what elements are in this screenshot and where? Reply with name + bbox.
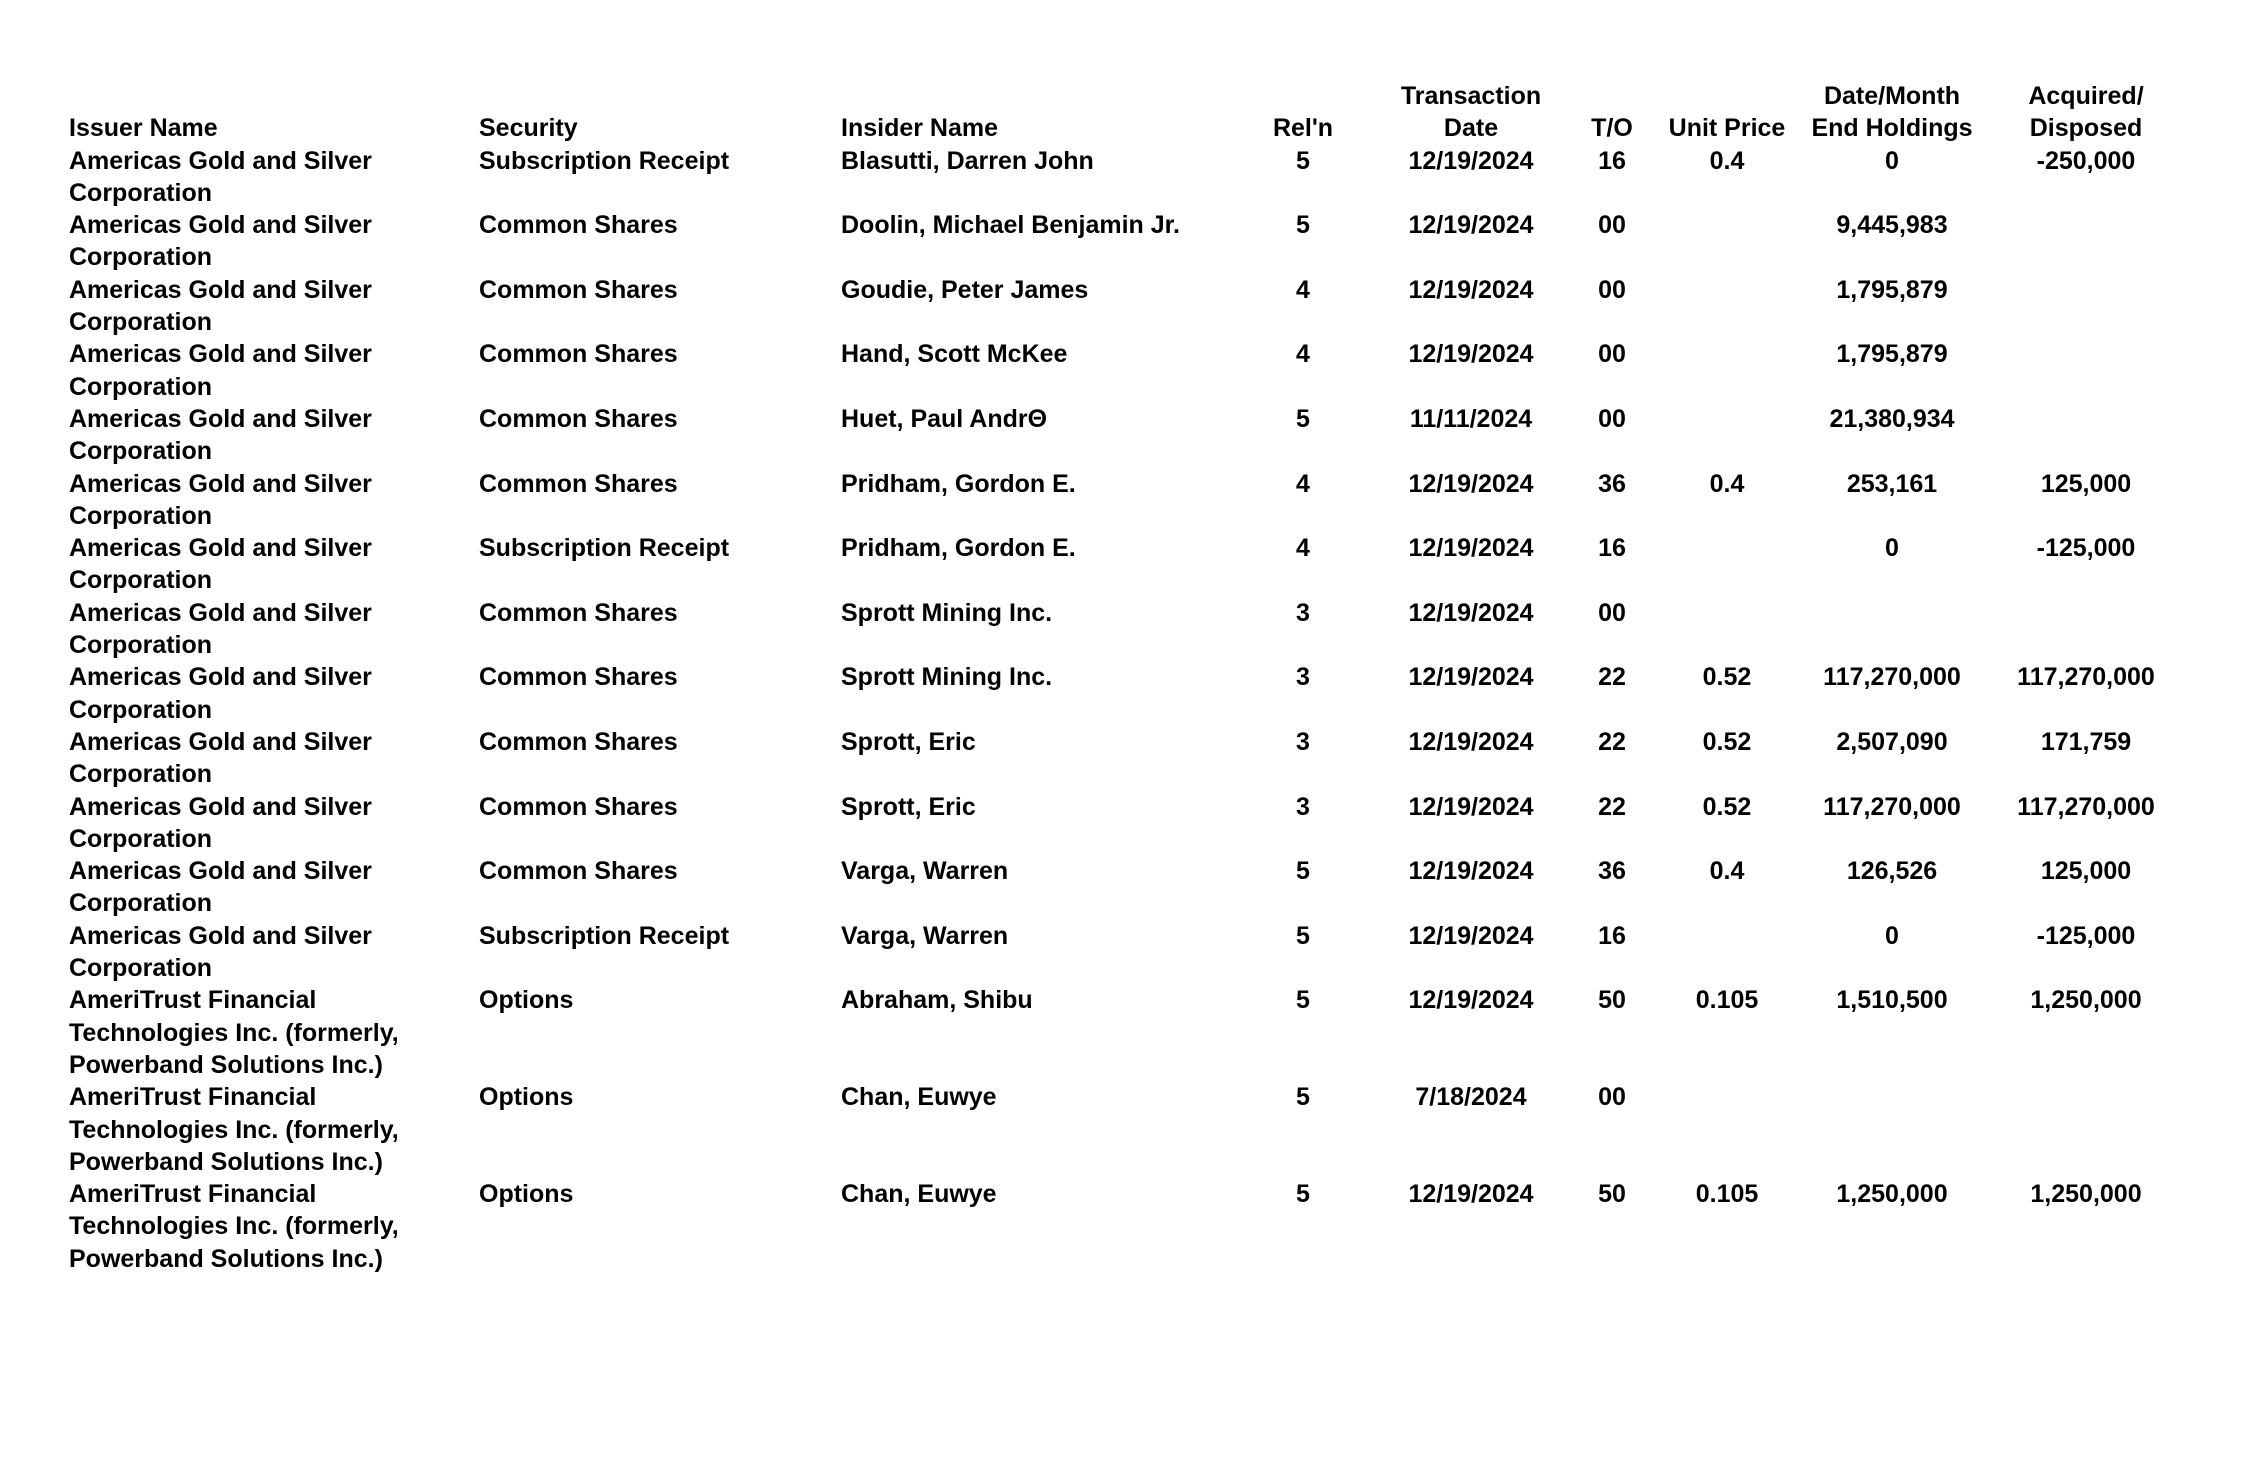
- cell-issuer: Americas Gold and Silver Corporation: [69, 921, 372, 983]
- header-label: Security: [479, 114, 578, 143]
- cell-reln: 5: [1296, 986, 1310, 1015]
- cell-transaction-date: 12/19/2024: [1408, 275, 1534, 304]
- header-label-line1: Transaction: [1400, 82, 1542, 110]
- cell-to: 36: [1598, 469, 1626, 498]
- cell-reln: 5: [1296, 921, 1310, 950]
- cell-reln: 3: [1296, 792, 1310, 821]
- cell-acquired-disposed: 117,270,000: [2017, 663, 2155, 692]
- cell-reln: 5: [1296, 1083, 1310, 1112]
- cell-acquired-disposed: 125,000: [2040, 857, 2132, 886]
- cell-end-holdings: 2,507,090: [1836, 727, 1948, 756]
- cell-issuer: Americas Gold and Silver Corporation: [69, 275, 372, 337]
- cell-security: Subscription Receipt: [479, 146, 730, 175]
- cell-to: 16: [1598, 534, 1626, 563]
- header-label: Unit Price: [1668, 114, 1786, 143]
- cell-end-holdings: 117,270,000: [1823, 792, 1961, 821]
- cell-transaction-date: 12/19/2024: [1408, 663, 1534, 692]
- column-header-to: [1576, 80, 1648, 145]
- cell-end-holdings: 126,526: [1846, 857, 1938, 886]
- cell-acquired-disposed: 125,000: [2040, 469, 2132, 498]
- column-header-end-holdings: [1806, 80, 1978, 145]
- cell-insider: Abraham, Shibu: [841, 986, 1033, 1015]
- cell-transaction-date: 12/19/2024: [1408, 340, 1534, 369]
- table-header: [69, 80, 2194, 145]
- cell-transaction-date: 12/19/2024: [1408, 792, 1534, 821]
- cell-security: Common Shares: [479, 663, 678, 692]
- cell-issuer: Americas Gold and Silver Corporation: [69, 857, 372, 918]
- cell-to: 22: [1598, 792, 1626, 821]
- cell-reln: 5: [1296, 404, 1310, 433]
- cell-to: 16: [1598, 921, 1626, 950]
- column-header-security: [479, 80, 841, 145]
- cell-acquired-disposed: 1,250,000: [2030, 1180, 2142, 1209]
- cell-acquired-disposed: -125,000: [2036, 534, 2136, 563]
- table-row: [69, 209, 2194, 274]
- header-label-line2: End Holdings: [1811, 114, 1973, 143]
- cell-insider: Huet, Paul AndrΘ: [841, 404, 1048, 433]
- cell-unit-price: 0.4: [1709, 857, 1745, 886]
- cell-unit-price: 0.52: [1702, 727, 1752, 756]
- cell-unit-price: [1648, 274, 1806, 339]
- cell-reln: 4: [1296, 275, 1310, 304]
- cell-end-holdings: 0: [1885, 146, 1899, 175]
- cell-to: 50: [1598, 1180, 1626, 1209]
- column-header-acquired-disposed: [1978, 80, 2194, 145]
- cell-acquired-disposed: 1,250,000: [2030, 986, 2142, 1015]
- cell-reln: 5: [1296, 211, 1310, 240]
- cell-reln: 5: [1296, 146, 1310, 175]
- cell-security: Common Shares: [479, 211, 678, 240]
- cell-issuer: AmeriTrust Financial Technologies Inc. (formerly, Powerband Solutions Inc.): [69, 1083, 399, 1176]
- cell-issuer: Americas Gold and Silver Corporation: [69, 404, 372, 466]
- cell-unit-price: 0.4: [1709, 146, 1745, 175]
- cell-reln: 3: [1296, 663, 1310, 692]
- cell-reln: 4: [1296, 534, 1310, 563]
- cell-insider: Sprott, Eric: [841, 792, 976, 821]
- cell-insider: Varga, Warren: [841, 921, 1009, 950]
- column-header-insider-name: [841, 80, 1240, 145]
- table-row: [69, 274, 2194, 339]
- table-row: [69, 726, 2194, 791]
- cell-to: 00: [1598, 340, 1626, 369]
- cell-acquired-disposed: [1978, 1081, 2194, 1178]
- cell-to: 00: [1598, 275, 1626, 304]
- cell-security: Common Shares: [479, 857, 678, 886]
- cell-end-holdings: 253,161: [1846, 469, 1938, 498]
- cell-to: 16: [1598, 146, 1626, 175]
- header-label-line2: Disposed: [2029, 114, 2143, 143]
- cell-to: 00: [1598, 1083, 1626, 1112]
- header-label: Rel'n: [1272, 114, 1334, 143]
- cell-security: Common Shares: [479, 275, 678, 304]
- column-header-reln: [1240, 80, 1366, 145]
- cell-issuer: Americas Gold and Silver Corporation: [69, 146, 372, 207]
- cell-security: Common Shares: [479, 404, 678, 433]
- cell-insider: Chan, Euwye: [841, 1180, 997, 1209]
- cell-security: Common Shares: [479, 469, 678, 498]
- cell-unit-price: [1648, 532, 1806, 597]
- cell-reln: 5: [1296, 1180, 1310, 1209]
- column-header-issuer-name: [69, 80, 479, 145]
- table-row: [69, 1081, 2194, 1178]
- cell-transaction-date: 12/19/2024: [1408, 211, 1534, 240]
- header-row: [69, 80, 2194, 145]
- table-row: [69, 468, 2194, 533]
- column-header-unit-price: [1648, 80, 1806, 145]
- cell-insider: Doolin, Michael Benjamin Jr.: [841, 211, 1180, 240]
- header-label-line1: Acquired/: [2028, 82, 2144, 110]
- cell-issuer: AmeriTrust Financial Technologies Inc. (formerly, Powerband Solutions Inc.): [69, 986, 399, 1079]
- cell-transaction-date: 12/19/2024: [1408, 921, 1534, 950]
- cell-reln: 3: [1296, 598, 1310, 627]
- cell-to: 00: [1598, 598, 1626, 627]
- cell-reln: 4: [1296, 469, 1310, 498]
- cell-security: Subscription Receipt: [479, 921, 730, 950]
- cell-end-holdings: 1,795,879: [1836, 275, 1948, 304]
- cell-acquired-disposed: [1978, 597, 2194, 662]
- cell-acquired-disposed: [1978, 274, 2194, 339]
- cell-issuer: Americas Gold and Silver Corporation: [69, 663, 372, 724]
- table-row: [69, 403, 2194, 468]
- cell-to: 00: [1598, 404, 1626, 433]
- cell-transaction-date: 12/19/2024: [1408, 469, 1534, 498]
- cell-reln: 3: [1296, 727, 1310, 756]
- cell-acquired-disposed: [1978, 338, 2194, 403]
- cell-unit-price: 0.4: [1709, 469, 1745, 498]
- header-label-line1: Date/Month: [1823, 82, 1961, 110]
- cell-transaction-date: 12/19/2024: [1408, 1180, 1534, 1209]
- cell-to: 00: [1598, 211, 1626, 240]
- cell-acquired-disposed: -125,000: [2036, 921, 2136, 950]
- cell-unit-price: 0.52: [1702, 663, 1752, 692]
- cell-insider: Blasutti, Darren John: [841, 146, 1094, 175]
- cell-end-holdings: [1806, 1081, 1978, 1178]
- cell-acquired-disposed: -250,000: [2036, 146, 2136, 175]
- cell-end-holdings: 117,270,000: [1823, 663, 1961, 692]
- cell-insider: Goudie, Peter James: [841, 275, 1089, 304]
- cell-security: Common Shares: [479, 727, 678, 756]
- table-row: [69, 338, 2194, 403]
- cell-unit-price: [1648, 209, 1806, 274]
- cell-to: 22: [1598, 663, 1626, 692]
- cell-acquired-disposed: 171,759: [2040, 727, 2132, 756]
- cell-issuer: Americas Gold and Silver Corporation: [69, 211, 372, 272]
- table-row: [69, 984, 2194, 1081]
- cell-unit-price: [1648, 597, 1806, 662]
- cell-transaction-date: 12/19/2024: [1408, 146, 1534, 175]
- cell-issuer: Americas Gold and Silver Corporation: [69, 534, 372, 595]
- insider-transactions-table: [69, 80, 2194, 1275]
- cell-security: Options: [479, 1083, 574, 1112]
- cell-transaction-date: 12/19/2024: [1408, 986, 1534, 1015]
- table-row: [69, 1178, 2194, 1275]
- cell-issuer: AmeriTrust Financial Technologies Inc. (formerly, Powerband Solutions Inc.): [69, 1180, 399, 1273]
- table-row: [69, 855, 2194, 920]
- cell-insider: Varga, Warren: [841, 857, 1009, 886]
- cell-acquired-disposed: [1978, 209, 2194, 274]
- cell-unit-price: [1648, 1081, 1806, 1178]
- cell-security: Options: [479, 986, 574, 1015]
- table-row: [69, 597, 2194, 662]
- cell-end-holdings: 1,795,879: [1836, 340, 1948, 369]
- header-label: T/O: [1591, 114, 1633, 143]
- column-header-transaction-date: [1366, 80, 1576, 145]
- cell-transaction-date: 12/19/2024: [1408, 727, 1534, 756]
- table-row: [69, 791, 2194, 856]
- cell-unit-price: 0.52: [1702, 792, 1752, 821]
- cell-to: 50: [1598, 986, 1626, 1015]
- table-row: [69, 920, 2194, 985]
- cell-transaction-date: 11/11/2024: [1409, 404, 1533, 433]
- cell-security: Common Shares: [479, 340, 678, 369]
- table-row: [69, 661, 2194, 726]
- cell-unit-price: [1648, 920, 1806, 985]
- header-label: Insider Name: [841, 114, 999, 143]
- cell-end-holdings: 21,380,934: [1829, 404, 1955, 433]
- cell-acquired-disposed: 117,270,000: [2017, 792, 2155, 821]
- cell-transaction-date: 12/19/2024: [1408, 598, 1534, 627]
- cell-insider: Pridham, Gordon E.: [841, 534, 1076, 563]
- cell-to: 36: [1598, 857, 1626, 886]
- cell-end-holdings: 0: [1885, 921, 1899, 950]
- cell-end-holdings: 1,510,500: [1836, 986, 1948, 1015]
- cell-end-holdings: [1806, 597, 1978, 662]
- cell-security: Options: [479, 1180, 574, 1209]
- report-rows: [69, 145, 2194, 1275]
- header-label: Issuer Name: [69, 114, 218, 143]
- cell-insider: Pridham, Gordon E.: [841, 469, 1076, 498]
- cell-transaction-date: 7/18/2024: [1415, 1083, 1527, 1112]
- cell-unit-price: [1648, 403, 1806, 468]
- cell-to: 22: [1598, 727, 1626, 756]
- cell-security: Common Shares: [479, 792, 678, 821]
- cell-unit-price: 0.105: [1695, 986, 1759, 1015]
- cell-security: Subscription Receipt: [479, 534, 730, 563]
- cell-insider: Sprott, Eric: [841, 727, 976, 756]
- cell-unit-price: [1648, 338, 1806, 403]
- cell-end-holdings: 9,445,983: [1836, 211, 1948, 240]
- cell-issuer: Americas Gold and Silver Corporation: [69, 469, 372, 530]
- table-row: [69, 532, 2194, 597]
- table-row: [69, 145, 2194, 210]
- cell-unit-price: 0.105: [1695, 1180, 1759, 1209]
- cell-reln: 4: [1296, 340, 1310, 369]
- cell-end-holdings: 0: [1885, 534, 1899, 563]
- cell-insider: Sprott Mining Inc.: [841, 598, 1053, 627]
- cell-insider: Hand, Scott McKee: [841, 340, 1068, 369]
- cell-acquired-disposed: [1978, 403, 2194, 468]
- cell-transaction-date: 12/19/2024: [1408, 534, 1534, 563]
- cell-insider: Sprott Mining Inc.: [841, 663, 1053, 692]
- cell-reln: 5: [1296, 857, 1310, 886]
- cell-insider: Chan, Euwye: [841, 1083, 997, 1112]
- cell-issuer: Americas Gold and Silver Corporation: [69, 598, 372, 660]
- cell-issuer: Americas Gold and Silver Corporation: [69, 727, 372, 789]
- cell-transaction-date: 12/19/2024: [1408, 857, 1534, 886]
- cell-end-holdings: 1,250,000: [1836, 1180, 1948, 1209]
- cell-issuer: Americas Gold and Silver Corporation: [69, 792, 372, 853]
- cell-security: Common Shares: [479, 598, 678, 627]
- cell-issuer: Americas Gold and Silver Corporation: [69, 340, 372, 401]
- header-label-line2: Date: [1443, 114, 1499, 143]
